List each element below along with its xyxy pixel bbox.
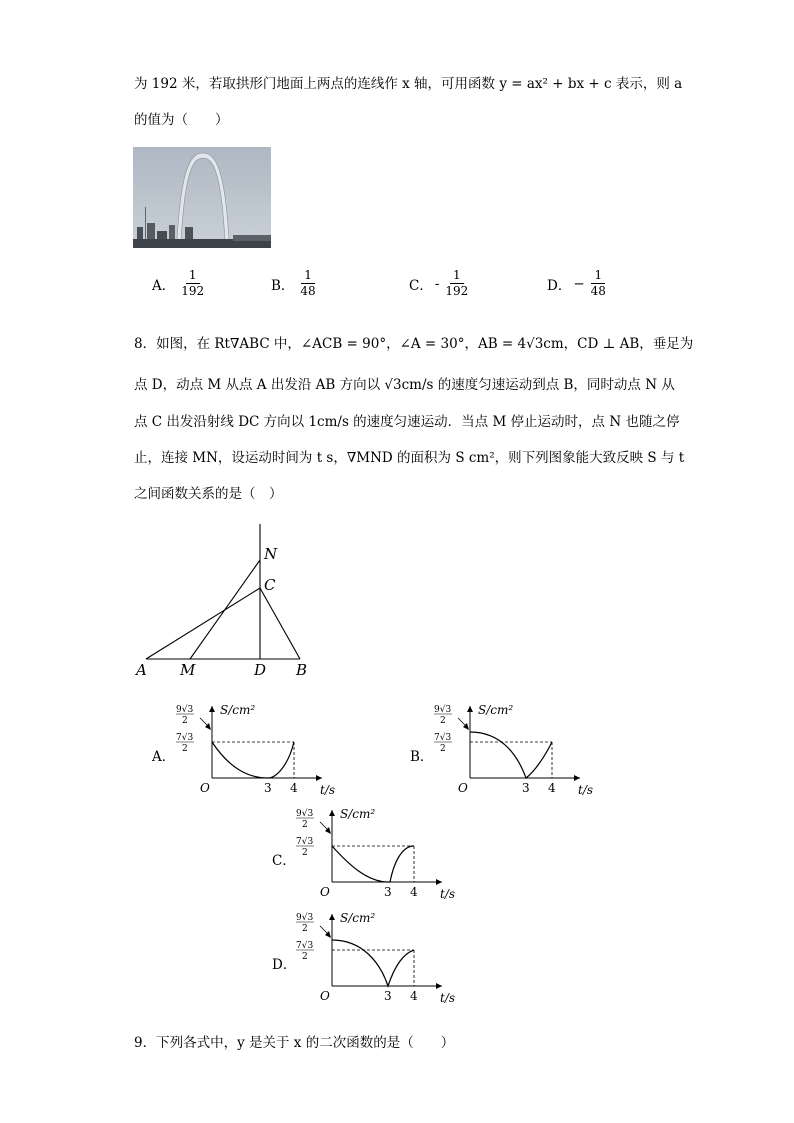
q7-option-c[interactable]: C． - $\frac{1}{192}$: [409, 268, 469, 298]
y-axis-label: S/cm²: [478, 703, 514, 717]
x-axis-label: t/s: [440, 887, 456, 901]
gateway-arch-photo: [133, 147, 271, 248]
tick-3-label: 3: [522, 781, 530, 795]
origin-label: O: [458, 781, 468, 795]
x-axis-arrow-icon: [316, 775, 322, 781]
x-axis-arrow-icon: [436, 879, 442, 885]
graph-a: [172, 700, 362, 810]
top-fraction-den: 2: [302, 924, 308, 934]
q9-text-line-1: 9．下列各式中，y 是关于 x 的二次函数的是（ ）: [134, 1035, 455, 1051]
y-axis-arrow-icon: [467, 706, 473, 712]
top-fraction-num: 9√3: [434, 705, 452, 715]
x-axis-label: t/s: [320, 783, 336, 797]
tick-3-label: 3: [384, 989, 392, 1003]
tick-3-label: 3: [264, 781, 272, 795]
top-fraction-den: 2: [302, 820, 308, 830]
graph-c: [292, 804, 482, 914]
x-axis-label: t/s: [440, 991, 456, 1005]
graph-b: [430, 700, 620, 810]
y-axis-label: S/cm²: [340, 807, 376, 821]
q7-option-b[interactable]: B． $\frac{1}{48}$: [271, 268, 316, 298]
label-n: N: [264, 545, 278, 563]
top-fraction-num: 9√3: [296, 809, 314, 819]
tick-4-label: 4: [410, 989, 418, 1003]
q8-option-c[interactable]: C．: [272, 853, 296, 869]
q7-options: [152, 268, 652, 308]
q8-text-line-1: 8．如图，在 Rt∇ABC 中，∠ACB = 90°，∠A = 30°，AB = 4√3cm，CD ⊥ AB，垂足为: [134, 336, 694, 352]
label-d: D: [254, 661, 267, 679]
q7-option-d[interactable]: D． − $\frac{1}{48}$: [547, 268, 606, 298]
label-c: C: [264, 576, 276, 594]
origin-label: O: [320, 989, 330, 1003]
y-axis-arrow-icon: [329, 914, 335, 920]
q8-text-line-3: 点 C 出发沿射线 DC 方向以 1cm/s 的速度匀速运动．当点 M 停止运动时，点 N 也随之停: [134, 414, 680, 430]
x-axis-label: t/s: [578, 783, 594, 797]
mid-fraction-num: 7√3: [176, 733, 194, 743]
mid-fraction-num: 7√3: [296, 837, 314, 847]
q8-text-line-2: 点 D，动点 M 从点 A 出发沿 AB 方向以 √3cm/s 的速度匀速运动到点 B，同时动点 N 从: [134, 377, 675, 393]
triangle-figure: [130, 522, 330, 682]
x-axis-arrow-icon: [574, 775, 580, 781]
mid-fraction-num: 7√3: [296, 941, 314, 951]
graph-d: [292, 908, 482, 1018]
q8-text-line-5: 之间函数关系的是（ ）: [134, 486, 283, 502]
y-axis-arrow-icon: [209, 706, 215, 712]
q8-option-b[interactable]: B．: [410, 749, 434, 765]
mid-fraction-den: 2: [182, 744, 188, 754]
function-curve: [332, 846, 414, 882]
top-fraction-num: 9√3: [176, 705, 194, 715]
mid-fraction-num: 7√3: [434, 733, 452, 743]
q7-text-line-2: 的值为（ ）: [134, 112, 229, 128]
y-axis-arrow-icon: [329, 810, 335, 816]
tick-4-label: 4: [410, 885, 418, 899]
function-curve: [470, 732, 552, 778]
mid-fraction-den: 2: [302, 848, 308, 858]
top-fraction-den: 2: [182, 716, 188, 726]
function-curve: [212, 742, 294, 778]
label-a: A: [136, 661, 147, 679]
top-fraction-den: 2: [440, 716, 446, 726]
mid-fraction-den: 2: [302, 952, 308, 962]
q8-option-a[interactable]: A．: [152, 749, 176, 765]
top-fraction-num: 9√3: [296, 913, 314, 923]
origin-label: O: [320, 885, 330, 899]
tick-4-label: 4: [548, 781, 556, 795]
mid-fraction-den: 2: [440, 744, 446, 754]
label-m: M: [180, 661, 196, 679]
q8-option-d[interactable]: D．: [272, 957, 297, 973]
origin-label: O: [200, 781, 210, 795]
y-axis-label: S/cm²: [220, 703, 256, 717]
q8-text-line-4: 止，连接 MN，设运动时间为 t s，∇MND 的面积为 S cm²，则下列图象能大致反映 S 与 t: [134, 450, 685, 466]
q7-option-a[interactable]: A． $\frac{1}{192}$: [152, 268, 205, 298]
x-axis-arrow-icon: [436, 983, 442, 989]
y-axis-label: S/cm²: [340, 911, 376, 925]
tick-3-label: 3: [384, 885, 392, 899]
q7-text-line-1: 为 192 米，若取拱形门地面上两点的连线作 x 轴，可用函数 y = ax² + bx + c 表示，则 a: [134, 76, 683, 92]
label-b: B: [296, 661, 308, 679]
function-curve: [332, 940, 414, 986]
tick-4-label: 4: [290, 781, 298, 795]
